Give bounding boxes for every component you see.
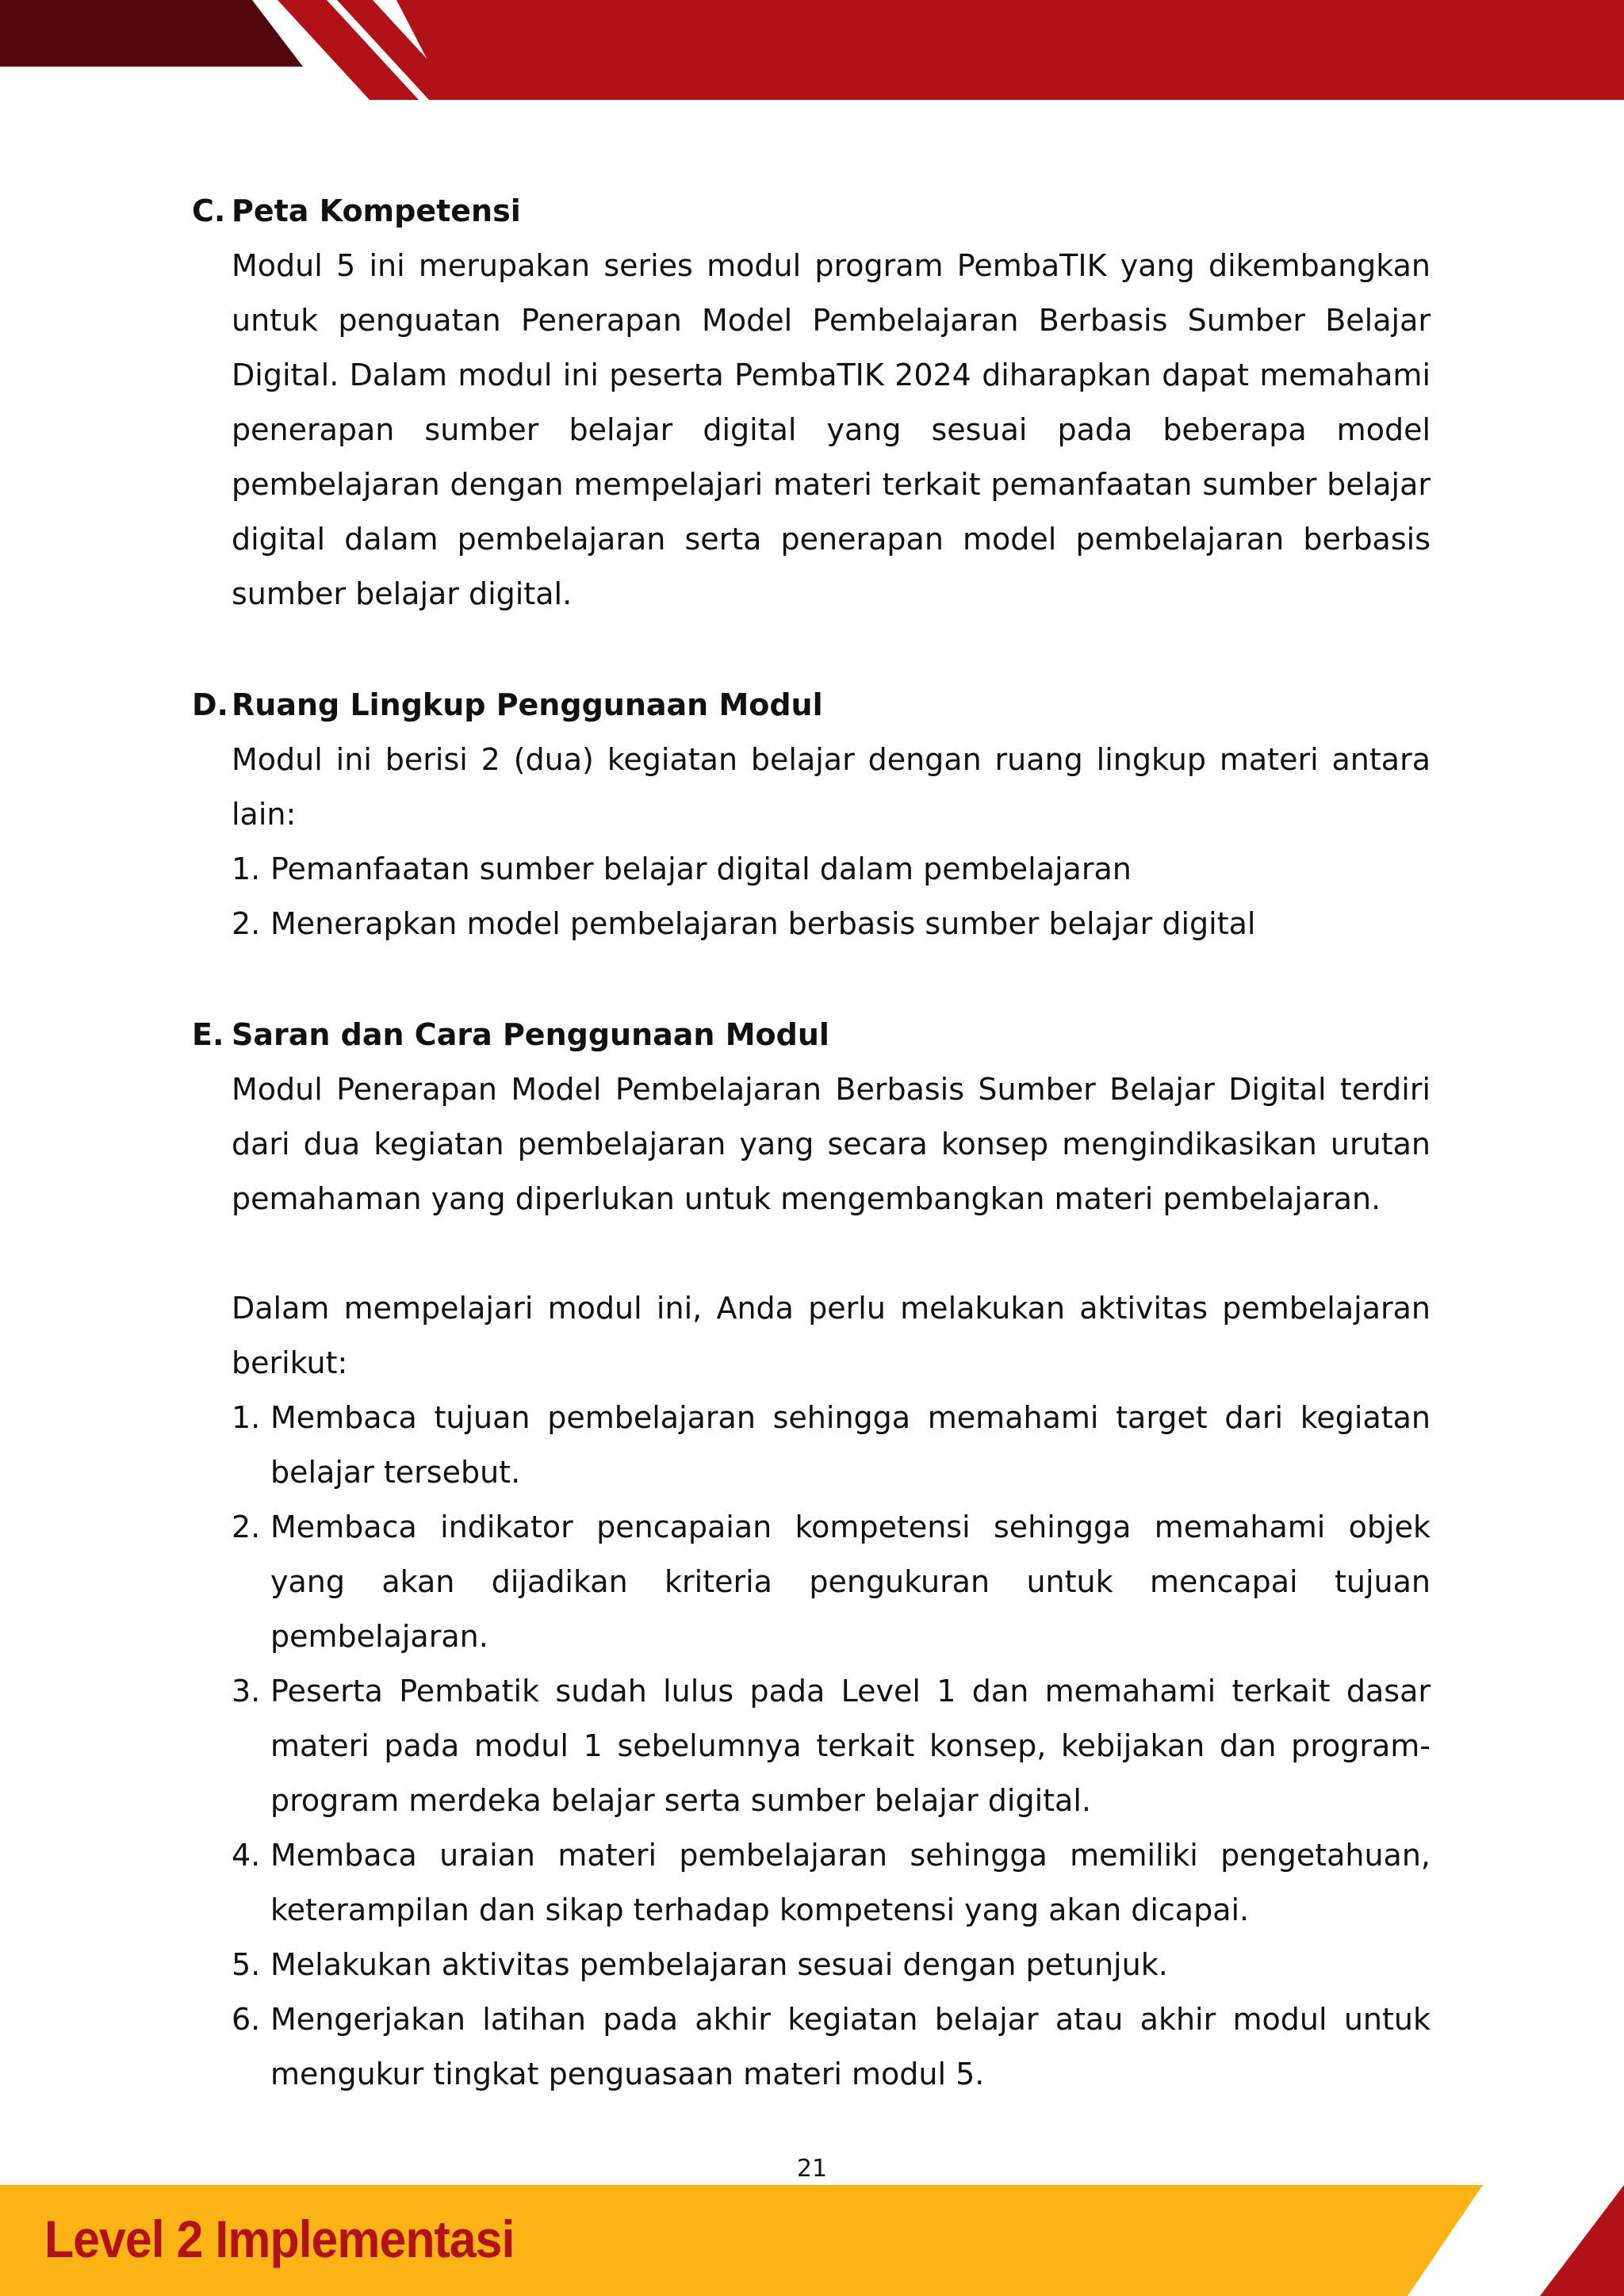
list-item <box>232 842 1431 897</box>
header-red-bar <box>396 0 1624 100</box>
section-e-title: Saran dan Cara Penggunaan Modul <box>232 1017 829 1052</box>
footer-level-label: Level 2 Implementasi <box>44 2210 515 2268</box>
footer-red-corner <box>1540 2185 1624 2296</box>
section-d-title: Ruang Lingkup Penggunaan Modul <box>232 687 823 722</box>
list-item-number: 1. <box>232 851 261 886</box>
section-e-letter: E. <box>192 1017 224 1052</box>
header-dark-block <box>0 0 303 67</box>
list-item <box>232 1391 1431 1500</box>
list-item-text: Peserta Pembatik sudah lulus pada Level 1 dan memahami terkait dasar materi pada modul 1 sebelumnya terkait konsep, kebijakan dan program-program merdeka belajar serta sumber belajar digital. <box>270 1674 1431 1818</box>
list-item-number: 4. <box>232 1838 261 1873</box>
list-item <box>232 1938 1431 1992</box>
section-d-list <box>232 842 1431 951</box>
list-item-text: Membaca tujuan pembelajaran sehingga memahami target dari kegiatan belajar tersebut. <box>270 1400 1431 1490</box>
page-number: 21 <box>796 2155 828 2183</box>
section-c-heading <box>192 184 521 239</box>
section-e-paragraph: Modul Penerapan Model Pembelajaran Berbasis Sumber Belajar Digital terdiri dari dua kegiatan pembelajaran yang secara konsep mengindikasikan urutan pemahaman yang diperlukan untuk mengembangkan materi pembelajaran. <box>232 1072 1431 1216</box>
list-item-text: Pemanfaatan sumber belajar digital dalam pembelajaran <box>270 851 1132 886</box>
list-item <box>232 1500 1431 1664</box>
section-e-list <box>232 1391 1431 2102</box>
list-item-text: Membaca indikator pencapaian kompetensi sehingga memahami objek yang akan dijadikan kriteria pengukuran untuk mencapai tujuan pembelajaran. <box>270 1510 1431 1654</box>
list-item-text: Mengerjakan latihan pada akhir kegiatan belajar atau akhir modul untuk mengukur tingkat penguasaan materi modul 5. <box>270 2002 1431 2091</box>
list-item-number: 5. <box>232 1947 261 1982</box>
section-c-title: Peta Kompetensi <box>232 193 521 228</box>
list-item <box>232 1992 1431 2102</box>
list-item-text: Melakukan aktivitas pembelajaran sesuai dengan petunjuk. <box>270 1947 1168 1982</box>
section-c-letter: C. <box>192 193 226 228</box>
section-d-paragraph: Modul ini berisi 2 (dua) kegiatan belajar dengan ruang lingkup materi antara lain: <box>232 742 1431 832</box>
section-e-paragraph-2: Dalam mempelajari modul ini, Anda perlu melakukan aktivitas pembelajaran berikut: <box>232 1291 1431 1380</box>
list-item <box>232 897 1431 951</box>
list-item-number: 6. <box>232 2002 261 2037</box>
list-item-text: Menerapkan model pembelajaran berbasis sumber belajar digital <box>270 906 1256 941</box>
list-item-text: Membaca uraian materi pembelajaran sehingga memiliki pengetahuan, keterampilan dan sikap terhadap kompetensi yang akan dicapai. <box>270 1838 1431 1927</box>
list-item-number: 3. <box>232 1674 261 1709</box>
section-c-paragraph: Modul 5 ini merupakan series modul program PembaTIK yang dikembangkan untuk penguatan Penerapan Model Pembelajaran Berbasis Sumber Belajar Digital. Dalam modul ini peserta PembaTIK 2024 diharapkan dapat memahami penerapan sumber belajar digital yang sesuai pada beberapa model pembelajaran dengan mempelajari materi terkait pemanfaatan sumber belajar digital dalam pembelajaran serta penerapan model pembelajaran berbasis sumber belajar digital. <box>232 248 1431 611</box>
list-item-number: 1. <box>232 1400 261 1435</box>
list-item-number: 2. <box>232 906 261 941</box>
section-d-letter: D. <box>192 687 228 722</box>
list-item-number: 2. <box>232 1510 261 1544</box>
section-e-heading <box>192 1008 829 1062</box>
list-item <box>232 1828 1431 1938</box>
list-item <box>232 1664 1431 1828</box>
section-d-heading <box>192 678 823 733</box>
header-band <box>0 0 1624 103</box>
